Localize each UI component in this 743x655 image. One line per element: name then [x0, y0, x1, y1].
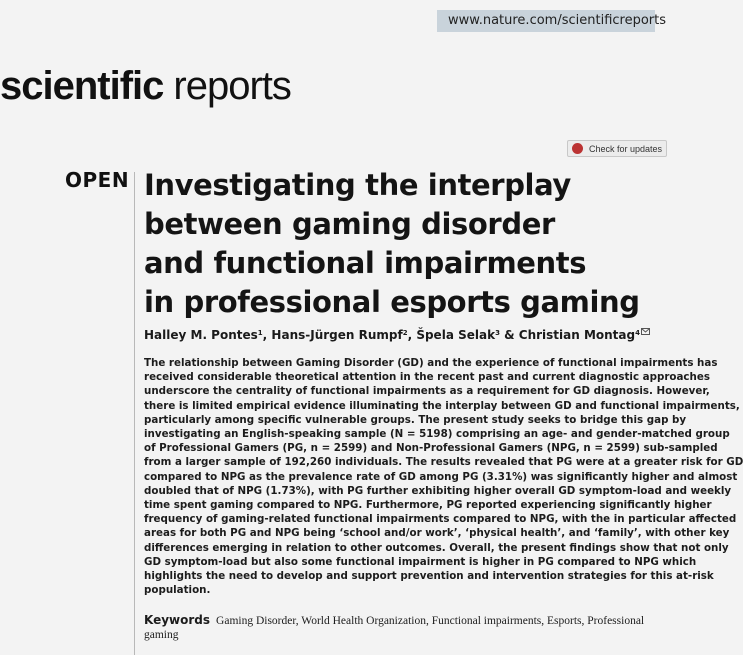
author-name[interactable]: Christian Montag — [518, 328, 636, 342]
abstract-line: doubled that of NPG (1.73%), with PG further exhibiting higher overall GD symptom-load and weekly — [144, 484, 732, 497]
open-access-badge: OPEN — [65, 168, 130, 192]
author-name[interactable]: Halley M. Pontes — [144, 328, 258, 342]
author-name[interactable]: Hans-Jürgen Rumpf — [271, 328, 403, 342]
abstract-line: compared to NPG as the prevalence rate of GD among PG (3.31%) was significantly higher and almost — [144, 470, 738, 483]
author-name[interactable]: Špela Selak — [416, 328, 496, 342]
author-affiliation[interactable]: 1 — [257, 329, 263, 337]
abstract-line: from a larger sample of 192,260 individuals. The results revealed that PG were at a greater risk for GD — [144, 456, 743, 469]
journal-url[interactable]: www.nature.com/scientificreports — [437, 10, 655, 32]
keywords-label: Keywords — [144, 613, 211, 627]
abstract-line: areas for both PG and NPG being ‘school and/or work’, ‘physical health’, and ‘family’, with other key — [144, 527, 730, 540]
title-line: in professional esports gaming — [144, 285, 640, 319]
abstract-line: underscore the centrality of functional impairments as a requirement for GD diagnosis. However, — [144, 385, 710, 398]
author-affiliation[interactable]: 2 — [402, 329, 408, 337]
journal-name-bold: scientific — [0, 64, 164, 108]
check-for-updates-label: Check for updates — [589, 144, 663, 154]
keywords-section — [144, 613, 654, 642]
author-list — [144, 327, 650, 343]
abstract-line: GD symptom-load but also some functional impairment is higher in PG compared to NPG which — [144, 555, 697, 568]
abstract-line: there is limited empirical evidence illuminating the interplay between GD and functional impairments, — [144, 399, 740, 412]
divider — [134, 172, 135, 655]
abstract-line: differences emerging in relation to other outcomes. Overall, the present findings show that not only — [144, 541, 729, 554]
abstract-line: The relationship between Gaming Disorder (GD) and the experience of functional impairments has — [144, 357, 718, 369]
journal-logo — [0, 64, 291, 108]
abstract-line: investigating an English-speaking sample (N = 5198) comprising an age- and gender-matched group — [144, 428, 730, 441]
email-icon[interactable] — [641, 328, 650, 335]
author-separator: & — [499, 328, 519, 342]
journal-name-light: reports — [173, 64, 291, 108]
author-affiliation[interactable]: 3 — [495, 329, 500, 337]
abstract-line: frequency of gaming-related functional impairments compared to NPG, with the in particular affected — [144, 513, 737, 526]
title-line: and functional impairments — [144, 246, 587, 280]
abstract-line: highlights the need to develop and support prevention and intervention strategies for this at-risk — [144, 570, 714, 583]
title-line: Investigating the interplay — [144, 168, 571, 202]
abstract-line: received considerable theoretical attention in the recent past and current diagnostic approaches — [144, 371, 710, 384]
abstract — [144, 356, 743, 597]
abstract-line: particularly among specific vulnerable groups. The present study seeks to bridge this gap by — [144, 413, 687, 426]
abstract-line: of Professional Gamers (PG, n = 2599) and Non-Professional Gamers (NPG, n = 2599) sub-sampled — [144, 442, 718, 455]
author-affiliation[interactable]: 4 — [635, 329, 640, 337]
author-separator: , — [407, 328, 417, 342]
crossmark-icon — [572, 143, 583, 154]
title-line: between gaming disorder — [144, 207, 555, 241]
author-separator: , — [262, 328, 272, 342]
check-for-updates-button[interactable] — [567, 140, 667, 157]
abstract-line: time spent gaming compared to NPG. Furthermore, PG reported experiencing significantly higher — [144, 499, 712, 512]
article-title — [144, 166, 644, 322]
abstract-line: population. — [144, 584, 211, 597]
keywords-text: Gaming Disorder, World Health Organization, Functional impairments, Esports, Professional gaming — [144, 615, 645, 641]
